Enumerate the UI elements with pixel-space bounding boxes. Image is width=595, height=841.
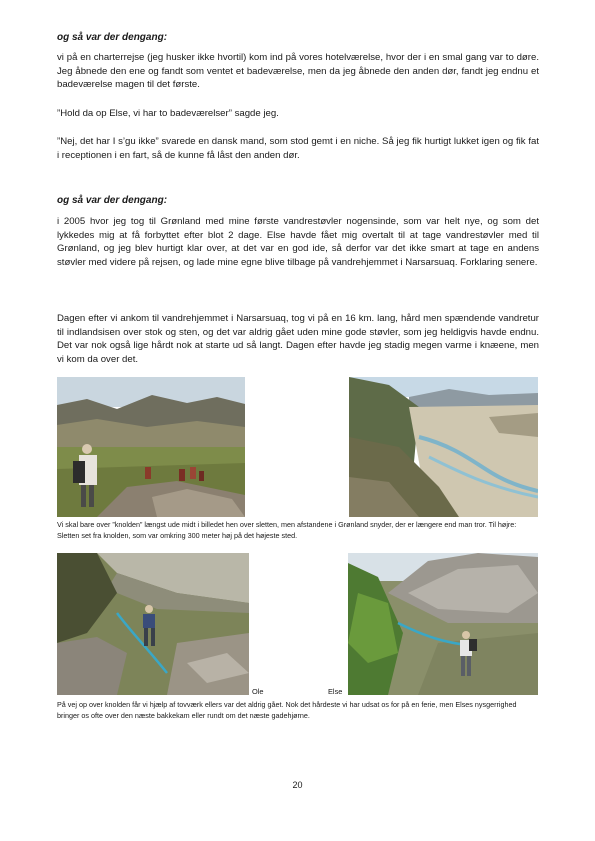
caption-bottom: På vej op over knolden får vi hjælp af tovværk ellers var det aldrig gået. Nok det hårdeste vi har udsat os for på en ferie, men Elses nysgerrighed bringer os ofte over den næste bakkekam eller rundt om det næste gadehjørne. xyxy=(57,700,517,720)
section-heading-1: og så var der dengang: xyxy=(57,32,168,43)
photo-label-right: Else xyxy=(328,687,343,696)
photo-plain-from-hill xyxy=(349,377,538,517)
photo-label-left: Ole xyxy=(252,687,264,696)
paragraph-4: i 2005 hvor jeg tog til Grønland med mine første vandrestøvler nogensinde, som var helt nye, og som det lykkedes mig at få forbyttet efter blot 2 dage. Else havde fået mig overtalt til at tage vandrestøvler med til Grønland, og jeg blev hurtigt klar over, at det var en god ide, så derfor var det ikke smart at tage en andens støvler med videre på rejsen, og lade mine egne blive tilbage på vandrehjemmet i Narsarsuaq. Forklaring senere. xyxy=(57,216,539,268)
page-number: 20 xyxy=(292,780,303,790)
paragraph-2: ”Hold da op Else, vi har to badeværelser” sagde jeg. xyxy=(57,108,279,119)
paragraph-3: ”Nej, det har I s’gu ikke” svarede en dansk mand, som stod gemt i en niche. Så jeg fik hurtigt lukket igen og fik fat i receptionen i en fart, så de kunne få låst den anden dør. xyxy=(57,136,539,161)
caption-top: Vi skal bare over ”knolden” længst ude midt i billedet hen over sletten, men afstandene i Grønland snyder, der er længere end man tror. Til højre: Sletten set fra knolden, som var omkring 300 meter høj på det højeste sted. xyxy=(57,520,517,540)
paragraph-1: vi på en charterrejse (jeg husker ikke hvortil) kom ind på vores hotelværelse, hvor der i en smal gang var to døre. Jeg åbnede den ene og fandt som ventet et badeværelse, men da jeg åbnede den anden dør, fandt jeg endnu et badeværelse magen til det første. xyxy=(57,52,539,91)
photo-else-rope xyxy=(348,553,538,695)
section-heading-2: og så var der dengang: xyxy=(57,195,168,206)
photo-hikers-valley xyxy=(57,377,245,517)
paragraph-5: Dagen efter vi ankom til vandrehjemmet i Narsarsuaq, tog vi på en 16 km. lang, hård men spændende vandretur til indlandsisen over stok og sten, og det var aldrig gået uden mine gode støvler, som jeg heldigvis havde endnu. Det var nok også lige hårdt nok at starte ud så langt. Dagen efter havde jeg stadig megen varme i knæene, men vi kom da over det. xyxy=(57,313,539,365)
photo-ole-rope xyxy=(57,553,249,695)
